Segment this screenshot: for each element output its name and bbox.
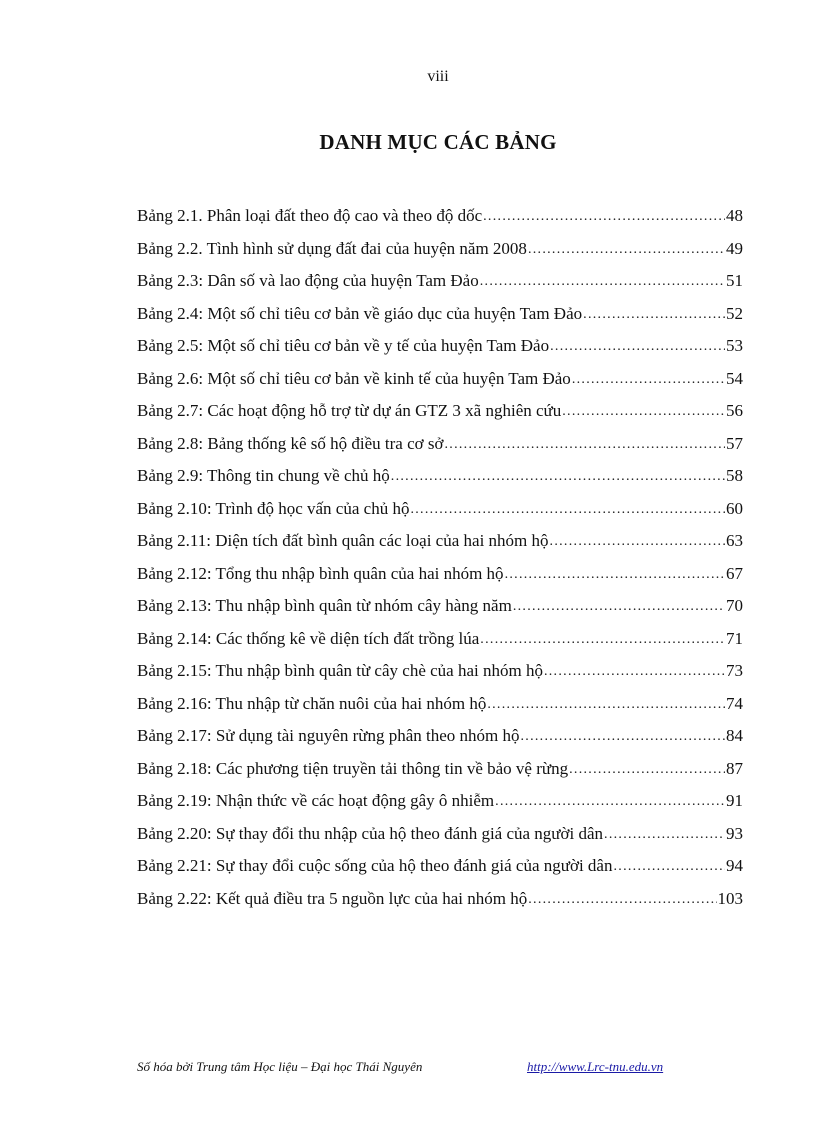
toc-entry-label: Bảng 2.19: Nhận thức về các hoạt động gây ô nhiễm xyxy=(137,791,495,810)
toc-entry-label: Bảng 2.8: Bảng thống kê số hộ điều tra cơ sở xyxy=(137,433,444,453)
toc-entry-label: Bảng 2.21: Sự thay đổi cuộc sống của hộ theo đánh giá của người dân xyxy=(137,856,613,875)
dot-leader xyxy=(613,856,725,878)
toc-entry[interactable] xyxy=(137,595,743,628)
toc-entry[interactable] xyxy=(137,303,743,336)
toc-entry-page: 91 xyxy=(726,791,743,810)
toc-entry-page: 56 xyxy=(726,401,743,420)
dot-leader xyxy=(480,629,725,651)
toc-entry-label: Bảng 2.15: Thu nhập bình quân từ cây chè của hai nhóm hộ xyxy=(137,661,543,680)
toc-entry-label: Bảng 2.5: Một số chỉ tiêu cơ bản về y tế của huyện Tam Đảo xyxy=(137,336,550,355)
toc-entry[interactable] xyxy=(137,823,743,856)
toc-entry-label: Bảng 2.17: Sử dụng tài nguyên rừng phân theo nhóm hộ xyxy=(137,726,520,745)
toc-entry-label: Bảng 2.12: Tổng thu nhập bình quân của hai nhóm hộ xyxy=(137,563,504,583)
toc-entry-label: Bảng 2.1. Phân loại đất theo độ cao và theo độ dốc xyxy=(137,206,483,225)
toc-entry[interactable] xyxy=(137,758,743,791)
dot-leader xyxy=(505,564,725,586)
toc-entry[interactable] xyxy=(137,368,743,401)
dot-leader xyxy=(513,596,725,618)
dot-leader xyxy=(444,434,725,456)
dot-leader xyxy=(410,499,725,521)
dot-leader xyxy=(569,759,725,781)
toc-entry-page: 94 xyxy=(726,856,743,875)
toc-entry-page: 58 xyxy=(726,466,743,485)
toc-entry-label: Bảng 2.14: Các thống kê về diện tích đất trồng lúa xyxy=(137,628,480,648)
dot-leader xyxy=(528,889,716,911)
toc-entry[interactable] xyxy=(137,238,743,271)
dot-leader xyxy=(483,206,725,228)
toc-entry-page: 51 xyxy=(726,271,743,290)
toc-entry-label: Bảng 2.22: Kết quả điều tra 5 nguồn lực của hai nhóm hộ xyxy=(137,888,528,908)
toc-entry[interactable] xyxy=(137,725,743,758)
toc-entry[interactable] xyxy=(137,335,743,368)
toc-entry-label: Bảng 2.6: Một số chỉ tiêu cơ bản về kinh tế của huyện Tam Đảo xyxy=(137,368,571,388)
toc-entry-page: 49 xyxy=(726,238,743,258)
toc-entry-page: 57 xyxy=(726,433,743,453)
toc-entry[interactable] xyxy=(137,205,743,238)
toc-entry-page: 74 xyxy=(726,693,743,713)
toc-entry-page: 63 xyxy=(726,531,743,550)
toc-entry[interactable] xyxy=(137,888,743,921)
toc-entry-page: 87 xyxy=(726,758,743,778)
dot-leader xyxy=(583,304,725,326)
table-list xyxy=(137,205,743,920)
toc-entry-page: 48 xyxy=(726,206,743,225)
toc-entry-page: 103 xyxy=(717,888,743,908)
page-number: viii xyxy=(427,68,449,85)
dot-leader xyxy=(550,531,725,553)
toc-entry-page: 93 xyxy=(726,823,743,843)
toc-entry-label: Bảng 2.18: Các phương tiện truyền tải thông tin về bảo vệ rừng xyxy=(137,758,569,778)
dot-leader xyxy=(604,824,725,846)
toc-entry-page: 67 xyxy=(726,563,743,583)
footer-credit: Số hóa bởi Trung tâm Học liệu – Đại học Thái Nguyên xyxy=(137,1059,423,1074)
toc-entry[interactable] xyxy=(137,855,743,888)
toc-entry-label: Bảng 2.20: Sự thay đổi thu nhập của hộ theo đánh giá của người dân xyxy=(137,823,604,843)
dot-leader xyxy=(572,369,725,391)
toc-entry[interactable] xyxy=(137,563,743,596)
toc-entry[interactable] xyxy=(137,400,743,433)
toc-entry[interactable] xyxy=(137,693,743,726)
toc-entry-page: 60 xyxy=(726,498,743,518)
toc-entry[interactable] xyxy=(137,628,743,661)
toc-entry-page: 53 xyxy=(726,336,743,355)
dot-leader xyxy=(391,466,725,488)
toc-entry-page: 52 xyxy=(726,303,743,323)
toc-entry-page: 73 xyxy=(726,661,743,680)
dot-leader xyxy=(495,791,725,813)
dot-leader xyxy=(544,661,725,683)
toc-entry[interactable] xyxy=(137,433,743,466)
toc-entry-label: Bảng 2.7: Các hoạt động hỗ trợ từ dự án GTZ 3 xã nghiên cứu xyxy=(137,401,562,420)
toc-entry-label: Bảng 2.2. Tình hình sử dụng đất đai của huyện năm 2008 xyxy=(137,238,527,258)
toc-entry[interactable] xyxy=(137,498,743,531)
toc-entry-page: 70 xyxy=(726,596,743,615)
toc-entry[interactable] xyxy=(137,465,743,498)
toc-entry-page: 54 xyxy=(726,368,743,388)
page-title: DANH MỤC CÁC BẢNG xyxy=(319,130,557,154)
toc-entry[interactable] xyxy=(137,660,743,693)
toc-entry-label: Bảng 2.4: Một số chỉ tiêu cơ bản về giáo dục của huyện Tam Đảo xyxy=(137,303,583,323)
dot-leader xyxy=(562,401,725,423)
toc-entry-label: Bảng 2.16: Thu nhập từ chăn nuôi của hai nhóm hộ xyxy=(137,693,487,713)
toc-entry-label: Bảng 2.11: Diện tích đất bình quân các loại của hai nhóm hộ xyxy=(137,531,549,550)
dot-leader xyxy=(480,271,725,293)
toc-entry-page: 71 xyxy=(726,628,743,648)
toc-entry[interactable] xyxy=(137,790,743,823)
dot-leader xyxy=(487,694,725,716)
toc-entry-label: Bảng 2.13: Thu nhập bình quân từ nhóm cây hàng năm xyxy=(137,596,512,615)
toc-entry-label: Bảng 2.10: Trình độ học vấn của chủ hộ xyxy=(137,498,410,518)
toc-entry-page: 84 xyxy=(726,726,743,745)
dot-leader xyxy=(550,336,725,358)
toc-entry[interactable] xyxy=(137,270,743,303)
toc-entry-label: Bảng 2.9: Thông tin chung về chủ hộ xyxy=(137,466,390,485)
dot-leader xyxy=(528,239,725,261)
dot-leader xyxy=(520,726,725,748)
toc-entry-label: Bảng 2.3: Dân số và lao động của huyện Tam Đảo xyxy=(137,271,479,290)
toc-entry[interactable] xyxy=(137,530,743,563)
footer-link[interactable]: http://www.Lrc-tnu.edu.vn xyxy=(527,1059,664,1074)
